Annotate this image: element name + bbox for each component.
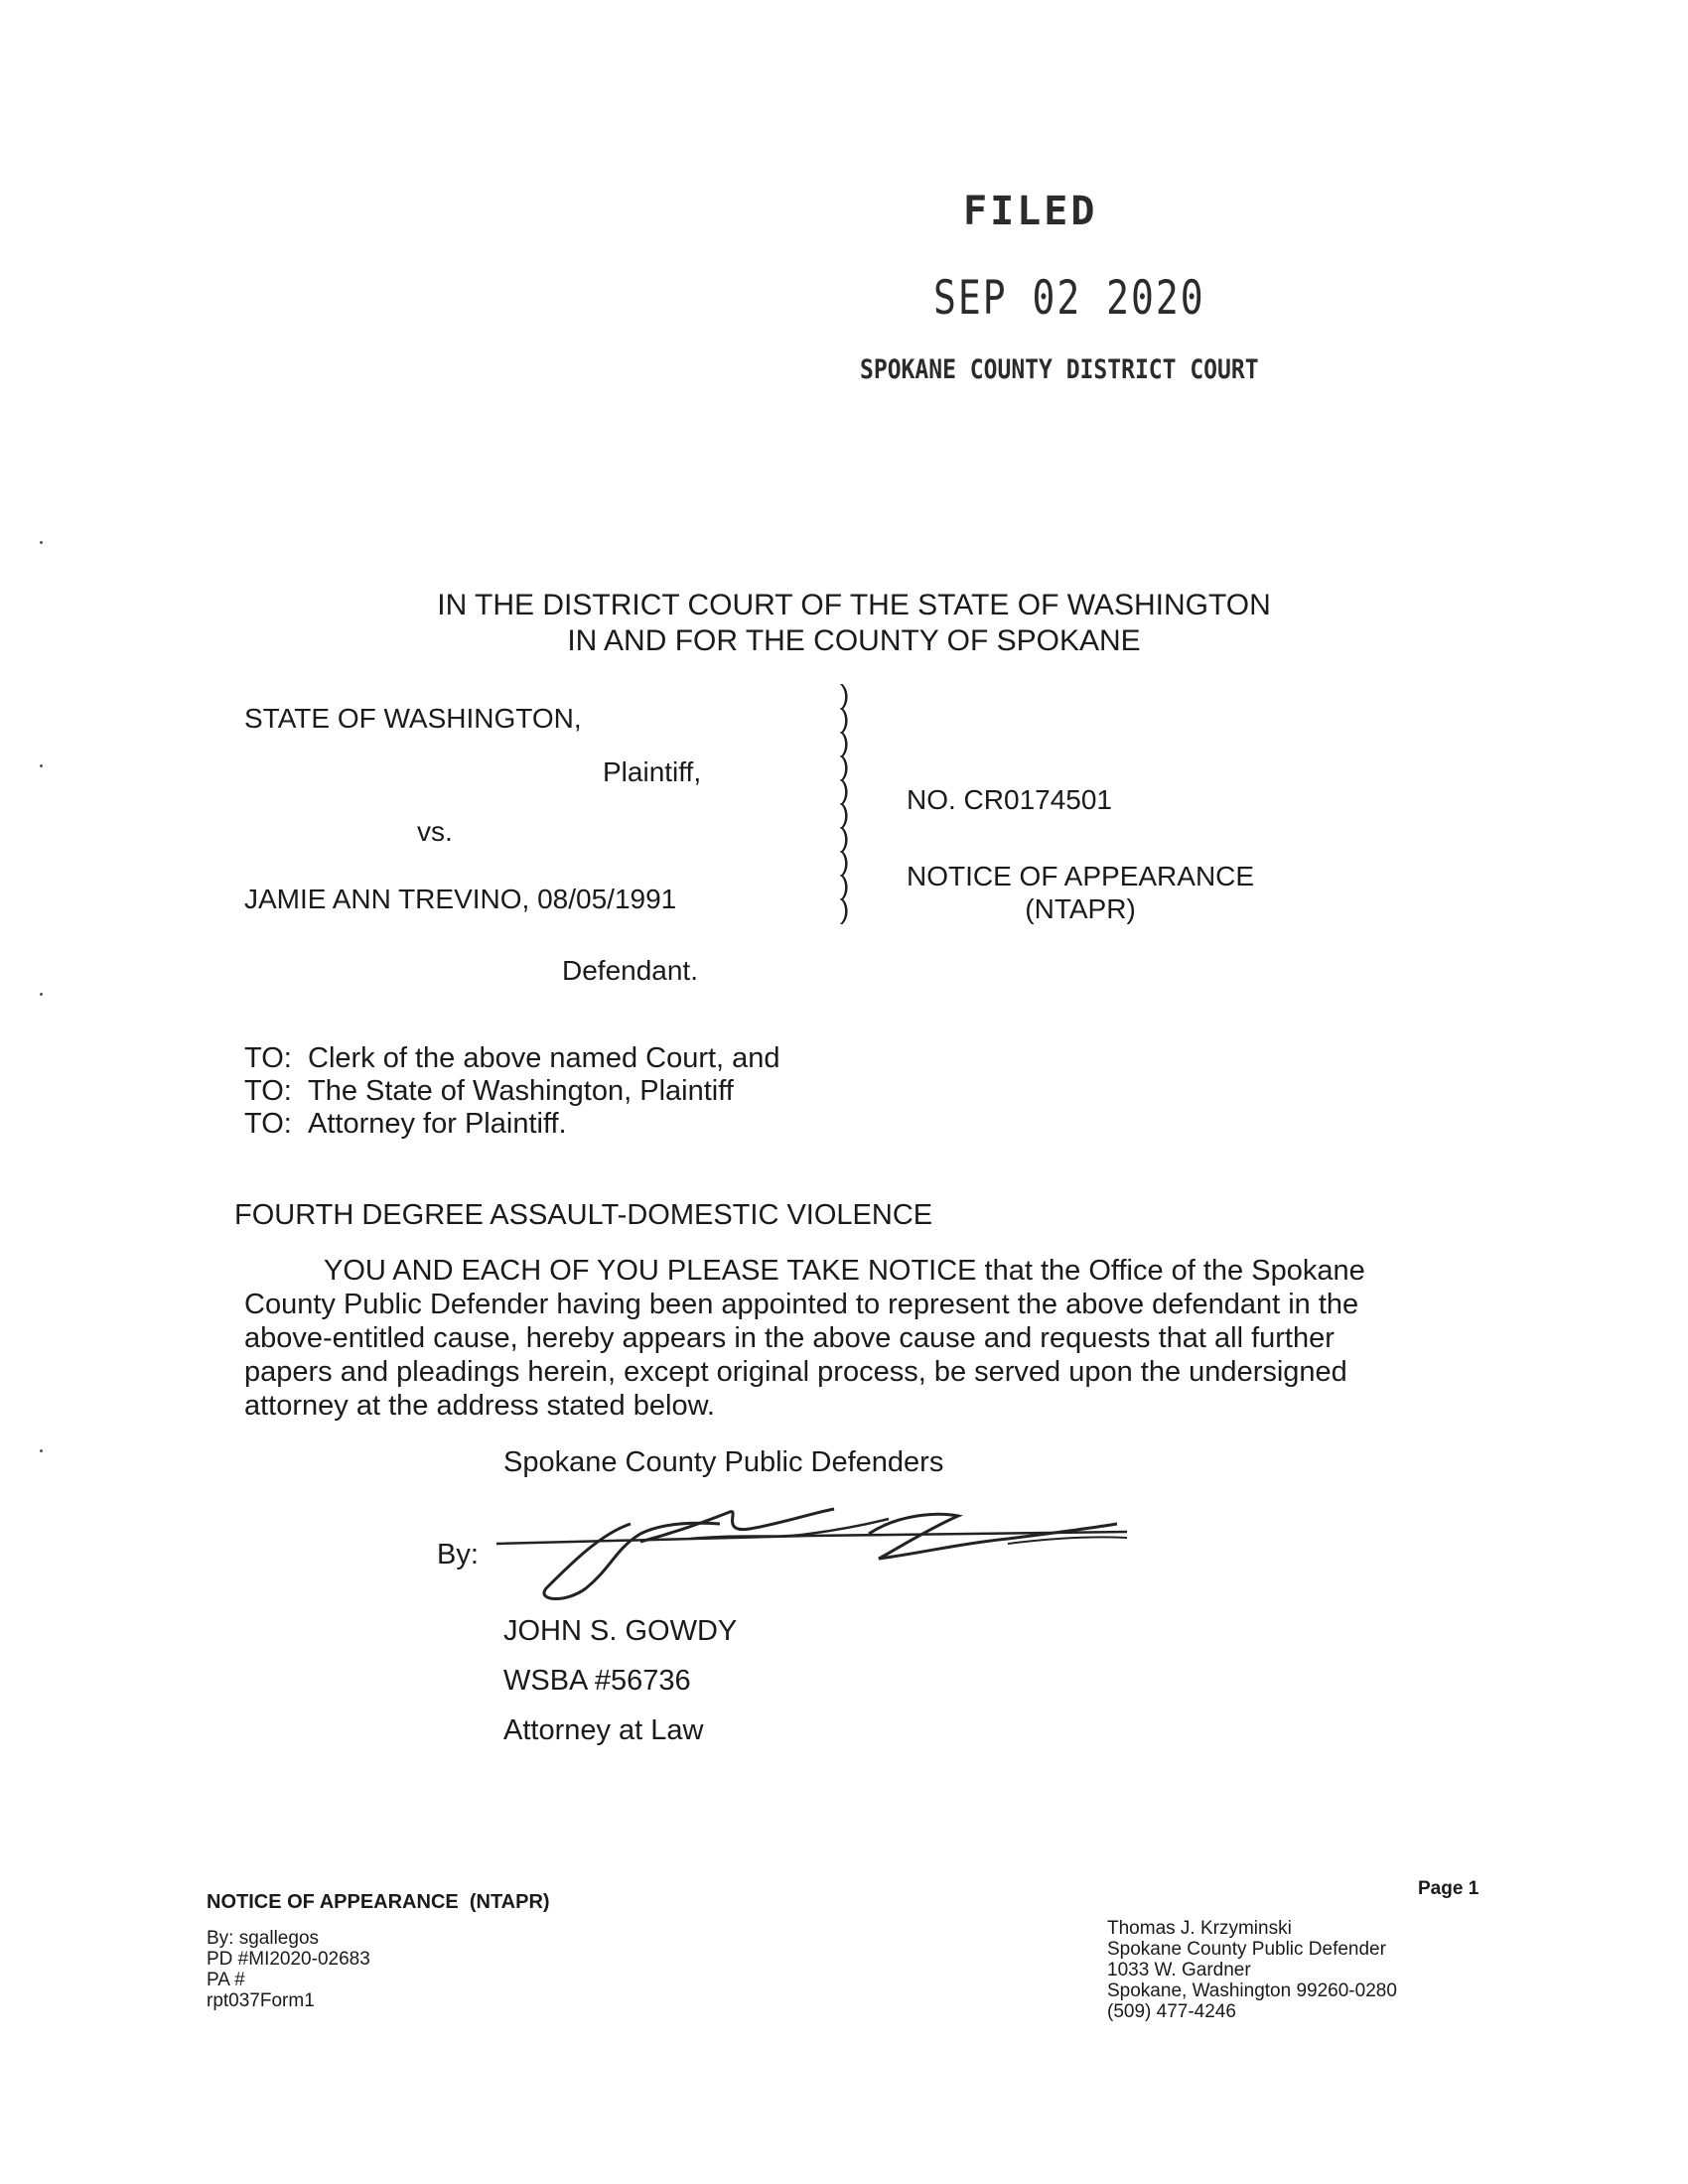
margin-mark [40, 541, 43, 544]
court-header-line-1: IN THE DISTRICT COURT OF THE STATE OF WASHINGTON [437, 589, 1271, 621]
plaintiff-label: Plaintiff, [603, 756, 702, 787]
footer-right-line: Thomas J. Krzyminski [1107, 1918, 1292, 1939]
footer-right-line: 1033 W. Gardner [1107, 1960, 1251, 1980]
to-block [244, 1042, 780, 1141]
caption-divider: ) ) ) ) ) ) ) ) ) ) [840, 679, 850, 924]
to-line [244, 1075, 780, 1108]
footer-right-line: Spokane County Public Defender [1107, 1939, 1386, 1960]
footer-left-line: PD #MI2020-02683 [207, 1949, 370, 1970]
filed-stamp: FILED [963, 189, 1098, 234]
bar-number: WSBA #56736 [503, 1665, 691, 1697]
footer-right-line: (509) 477-4246 [1107, 2001, 1236, 2022]
footer-left-line: rpt037Form1 [207, 1990, 315, 2011]
filed-date: SEP 02 2020 [933, 270, 1205, 325]
defendant-label: Defendant. [562, 955, 698, 986]
case-number: NO. CR0174501 [907, 784, 1113, 815]
document-title-line-1: NOTICE OF APPEARANCE [907, 861, 1255, 891]
plaintiff-name: STATE OF WASHINGTON, [244, 703, 582, 734]
versus: vs. [417, 816, 453, 847]
to-line [244, 1108, 780, 1141]
to-text: Attorney for Plaintiff. [308, 1108, 567, 1140]
to-label: TO: [244, 1108, 292, 1140]
to-text: Clerk of the above named Court, and [308, 1042, 780, 1074]
signature-image [492, 1494, 1137, 1618]
to-text: The State of Washington, Plaintiff [308, 1075, 734, 1107]
document-title-line-2: (NTAPR) [1025, 893, 1136, 924]
footer-form-title: NOTICE OF APPEARANCE (NTAPR) [207, 1891, 550, 1913]
court-header-line-2: IN AND FOR THE COUNTY OF SPOKANE [567, 624, 1141, 657]
document-title [907, 860, 1254, 925]
charge-title: FOURTH DEGREE ASSAULT-DOMESTIC VIOLENCE [234, 1199, 933, 1231]
footer-left-line: By: sgallegos [207, 1928, 320, 1949]
attorney-title: Attorney at Law [503, 1714, 704, 1746]
footer-left-line: PA # [207, 1970, 245, 1990]
attorney-name: JOHN S. GOWDY [503, 1615, 738, 1647]
margin-mark [40, 764, 43, 767]
footer-left [207, 1928, 370, 2011]
to-line [244, 1042, 780, 1075]
footer-right [1107, 1918, 1397, 2022]
to-label: TO: [244, 1075, 292, 1107]
defendant-name: JAMIE ANN TREVINO, 08/05/1991 [244, 884, 677, 914]
footer-right-line: Spokane, Washington 99260-0280 [1107, 1980, 1397, 2001]
notice-paragraph: YOU AND EACH OF YOU PLEASE TAKE NOTICE that the Office of the Spokane County Public Defender having been appointed to represent the above defendant in the above-entitled cause, hereby appears in the above cause and requests that all further papers and pleadings herein, except original process, be served upon the undersigned attorney at the address stated below. [244, 1255, 1365, 1422]
to-label: TO: [244, 1042, 292, 1074]
margin-mark [40, 1449, 43, 1452]
attorney-block [503, 1606, 737, 1755]
by-label: By: [437, 1539, 479, 1570]
margin-mark [40, 993, 43, 996]
page-number: Page 1 [1418, 1878, 1479, 1899]
court-header [437, 588, 1271, 659]
firm-name: Spokane County Public Defenders [503, 1446, 944, 1478]
filed-court: SPOKANE COUNTY DISTRICT COURT [860, 355, 1259, 385]
